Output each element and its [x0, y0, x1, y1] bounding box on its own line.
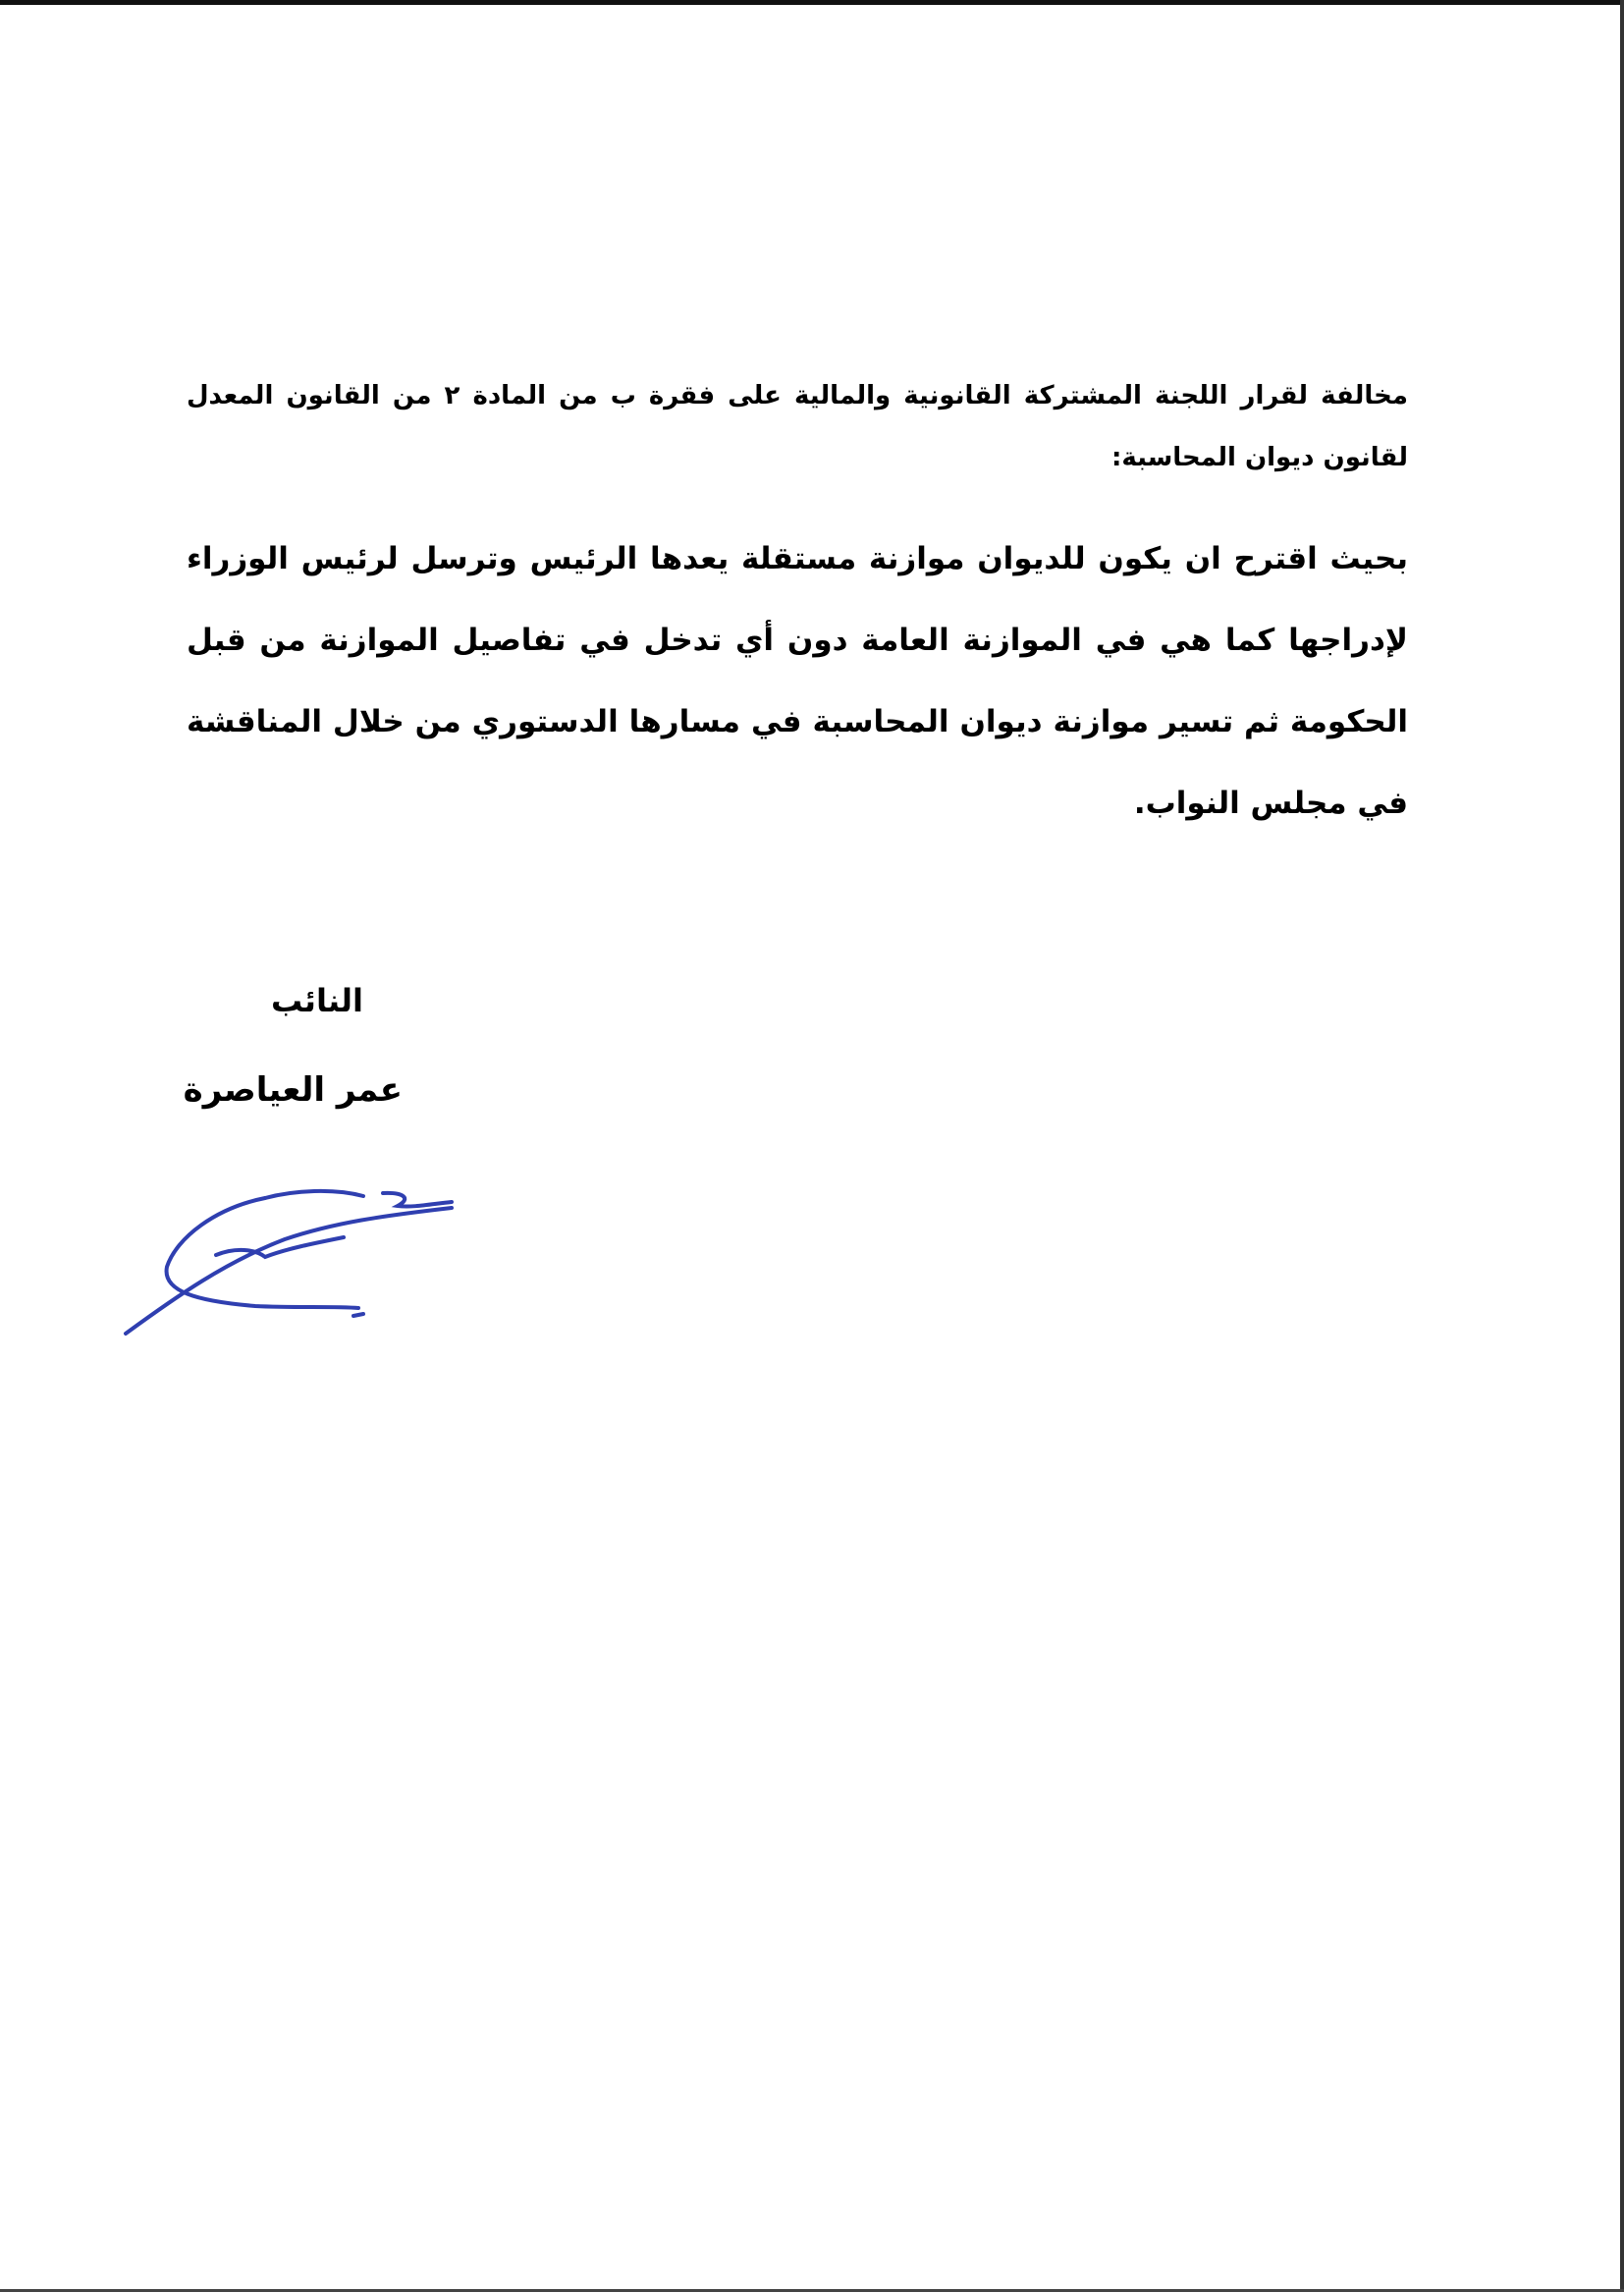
proposal-paragraph: بحيث اقترح ان يكون للديوان موازنة مستقلة يعدها الرئيس وترسل لرئيس الوزراء لإدراجها كما هي في الموازنة العامة دون أي تدخل في تفاصيل الموازنة من قبل الحكومة ثم تسير موازنة ديوان المحاسبة في مسارها الدستوري من خلال المناقشة في مجلس النواب. — [187, 541, 1408, 821]
intro-paragraph: مخالفة لقرار اللجنة المشتركة القانونية والمالية على فقرة ب من المادة ٢ من القانون المعدل لقانون ديوان المحاسبة: — [187, 381, 1408, 472]
scan-edge-top — [0, 0, 1624, 5]
signature-stroke — [126, 1208, 452, 1334]
signer-name: عمر العياصرة — [183, 1070, 403, 1110]
signer-title: النائب — [271, 982, 363, 1019]
handwritten-signature — [118, 1169, 471, 1340]
signature-stroke — [383, 1193, 452, 1207]
signature-stroke — [353, 1314, 363, 1316]
signature-stroke — [265, 1191, 363, 1198]
scan-edge-right — [1620, 0, 1624, 2292]
